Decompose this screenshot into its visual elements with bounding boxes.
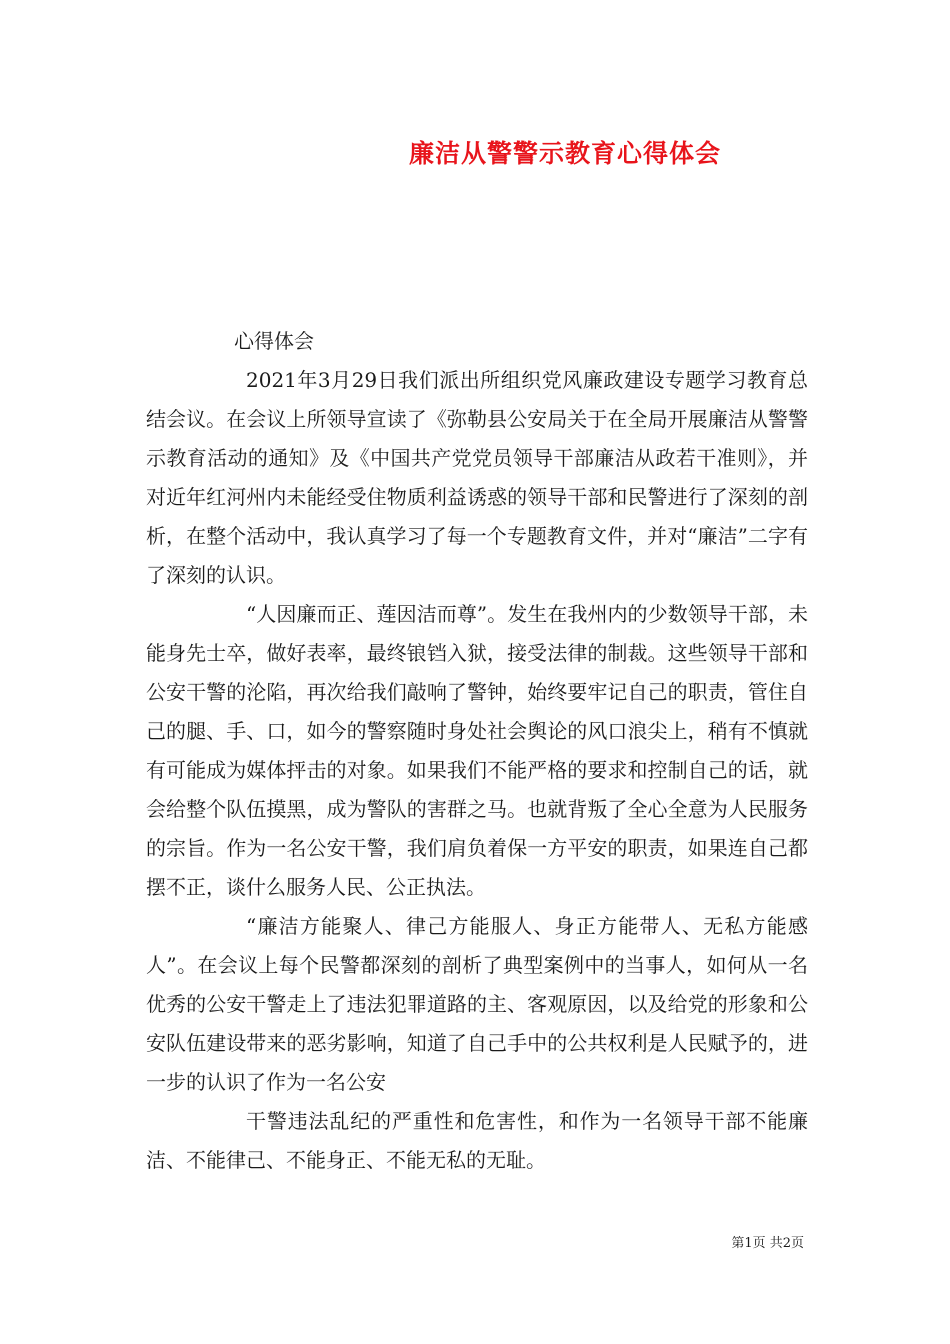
document-body: [146, 322, 808, 1180]
paragraph-1: 2021年3月29日我们派出所组织党风廉政建设专题学习教育总结会议。在会议上所领导宣读了《弥勒县公安局关于在全局开展廉洁从警警示教育活动的通知》及《中国共产党党员领导干部廉洁从政若干准则》，并对近年红河州内未能经受住物质利益诱惑的领导干部和民警进行了深刻的剖析，在整个活动中，我认真学习了每一个专题教育文件，并对“廉洁”二字有了深刻的认识。: [146, 368, 808, 587]
paragraph-4: 干警违法乱纪的严重性和危害性，和作为一名领导干部不能廉洁、不能律己、不能身正、不能无私的无耻。: [146, 1109, 808, 1172]
section-label: 心得体会: [234, 329, 314, 353]
paragraph-3: “廉洁方能聚人、律己方能服人、身正方能带人、无私方能感人”。在会议上每个民警都深刻的剖析了典型案例中的当事人，如何从一名优秀的公安干警走上了违法犯罪道路的主、客观原因，以及给党的形象和公安队伍建设带来的恶劣影响，知道了自己手中的公共权利是人民赋予的，进一步的认识了作为一名公安: [146, 914, 808, 1094]
paragraph-2: “人因廉而正、莲因洁而尊”。发生在我州内的少数领导干部，未能身先士卒，做好表率，最终锒铛入狱，接受法律的制裁。这些领导干部和公安干警的沦陷，再次给我们敲响了警钟，始终要牢记自己的职责，管住自己的腿、手、口，如今的警察随时身处社会舆论的风口浪尖上，稍有不慎就有可能成为媒体抨击的对象。如果我们不能严格的要求和控制自己的话，就会给整个队伍摸黑，成为警队的害群之马。也就背叛了全心全意为人民服务的宗旨。作为一名公安干警，我们肩负着保一方平安的职责，如果连自己都摆不正，谈什么服务人民、公正执法。: [146, 602, 808, 899]
document-title: 廉洁从警警示教育心得体会: [408, 139, 721, 168]
page-number-footer: 第1页 共2页: [731, 1236, 804, 1251]
